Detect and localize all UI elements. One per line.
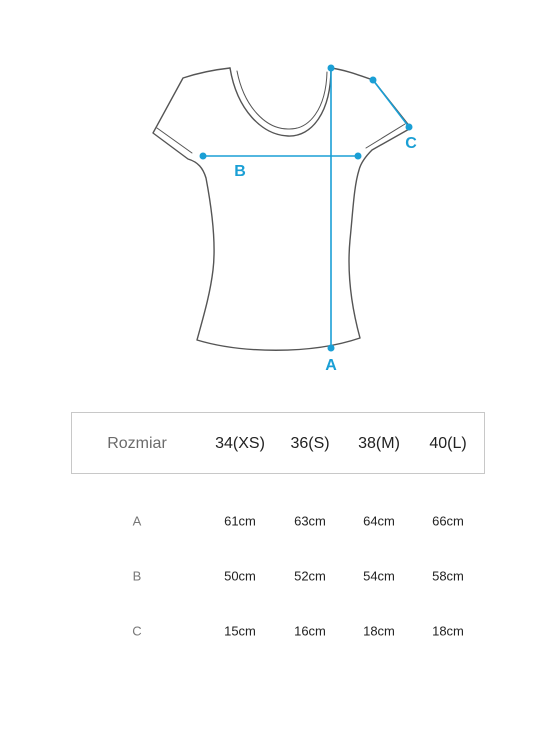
table-header-size: 40(L) bbox=[429, 435, 467, 452]
table-cell: 16cm bbox=[294, 623, 326, 639]
table-row-label: C bbox=[132, 623, 142, 639]
table-header-size: 38(M) bbox=[358, 435, 400, 452]
measurement-b-label: B bbox=[234, 163, 246, 180]
table-cell: 63cm bbox=[294, 513, 326, 529]
table-row-label: B bbox=[132, 568, 142, 584]
table-cell: 64cm bbox=[363, 513, 395, 529]
table-cell: 52cm bbox=[294, 568, 326, 584]
table-cell: 54cm bbox=[363, 568, 395, 584]
table-cell: 50cm bbox=[224, 568, 256, 584]
table-header-label: Rozmiar bbox=[107, 435, 167, 452]
table-row-label: A bbox=[132, 513, 142, 529]
table-header-size: 36(S) bbox=[290, 435, 330, 452]
table-cell: 15cm bbox=[224, 623, 256, 639]
table-cell: 18cm bbox=[363, 623, 395, 639]
table-cell: 18cm bbox=[432, 623, 464, 639]
measurement-c-label: C bbox=[405, 135, 417, 152]
table-header-size: 34(XS) bbox=[215, 435, 265, 452]
table-cell: 61cm bbox=[224, 513, 256, 529]
table-cell: 66cm bbox=[432, 513, 464, 529]
table-cell: 58cm bbox=[432, 568, 464, 584]
measurement-a-label: A bbox=[325, 357, 337, 374]
